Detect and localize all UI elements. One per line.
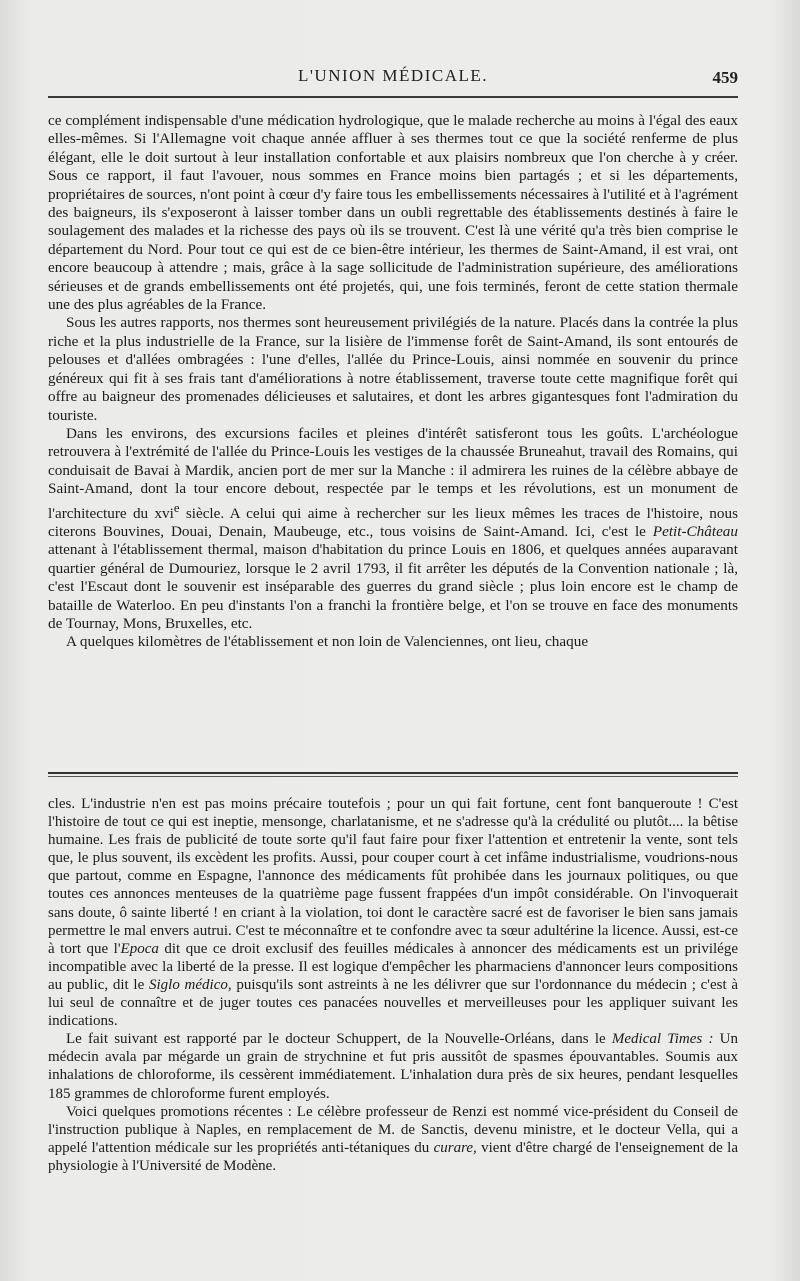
text-span: siècle. A celui qui aime à rechercher sur les lieux mêmes les traces de l'histoire, nous citerons Bouvines, Douai, Denain, Maubeuge, etc., tous voisins de Saint-Amand. Ici, c'est le xyxy=(48,504,739,540)
italic-span: curare, xyxy=(433,1139,477,1156)
text-span: attenant à l'établissement thermal, maison d'habitation du prince Louis en 1806, et quelques années auparavant quartier général de Dumouriez, lorsque le 2 avril 1793, il fit arrêter les députés de la Convention nationale ; là, c'est l'Escaut dont le souvenir est inséparable des guerres du grand siècle ; plus loin encore est le champ de bataille de Waterloo. En peu d'instants l'on a franchi la frontière belge, et l'on se trouve en face des monuments de Tournay, Mons, Bruxelles, etc. xyxy=(48,541,738,633)
body-paragraph-2: Sous les autres rapports, nos thermes sont heureusement privilégiés de la nature. Placés dans la contrée la plus riche et la plus industrielle de la France, sur la lisière de l'immense forêt de Saint-Amand, ils sont entourés de pelouses et d'allées ombragées : l'une d'elles, l'allée du Prince-Louis, ainsi nommée en souvenir du prince généreux qui fit à ses frais tant d'améliorations à notre établissement, traverse toute cette magnifique forêt qui offre au baigneur des promenades délicieuses et salutaires, et dont les arbres gigantesques font l'admiration du touriste. xyxy=(48,314,738,424)
superscript: e xyxy=(173,500,180,515)
text-span: vient d'être chargé de l'enseignement de la physiologie à l'Université de Modène. xyxy=(48,1139,739,1174)
text-span: puisqu'ils sont astreints à ne les délivrer que sur l'ordonnance du médecin ; c'est à lui seul de connaître et de juger toutes ces panacées nouvelles et merveilleuses pour les appliquer suivant les indications. xyxy=(48,976,739,1030)
header-rule xyxy=(48,96,738,98)
footnote-paragraph-2 xyxy=(48,1030,738,1102)
footnote-separator xyxy=(48,772,738,777)
footnote-paragraph-3 xyxy=(48,1103,738,1175)
text-span: dit que ce droit exclusif des feuilles médicales à annoncer des médicaments est un privilége incompatible avec la liberté de la presse. Il est logique d'empêcher les pharmaciens d'annoncer leurs compositions au public, dit le xyxy=(48,940,738,993)
text-span: Un médecin avala par mégarde un grain de strychnine et fut pris aussitôt de spasmes épouvantables. Soumis aux inhalations de chloroforme, ils cessèrent immédiatement. L'inhalation dura près de six heures, pendant lesquelles 185 grammes de chloroforme furent employés. xyxy=(48,1031,738,1102)
text-span: Le fait suivant est rapporté par le docteur Schuppert, de la Nouvelle-Orléans, dans le xyxy=(66,1031,612,1048)
italic-span: Petit-Château xyxy=(652,523,738,540)
text-span: Dans les environs, des excursions faciles et pleines d'intérêt satisferont tous les goûts. L'archéologue retrouvera à l'extrémité de l'allée du Prince-Louis les vestiges de la chaussée Bruneahut, travail des Romains, qui conduisait de Bavai à Mardik, ancien port de mer sur la Manche : il admirera les ruines de la célèbre abbaye de Saint-Amand, dont la tour encore debout, respectée par le temps et les révolutions, est un monument de l'architecture du xvi xyxy=(48,424,738,522)
page-number: 459 xyxy=(712,68,738,87)
italic-span: Epoca xyxy=(120,940,159,957)
italic-span: Medical Times : xyxy=(611,1031,714,1048)
italic-span: Siglo médico, xyxy=(148,976,232,993)
main-body xyxy=(48,112,738,652)
body-paragraph-4: A quelques kilomètres de l'établissement et non loin de Valenciennes, ont lieu, chaque xyxy=(66,633,589,651)
footnote-body xyxy=(48,795,738,1175)
running-title: L'UNION MÉDICALE. xyxy=(297,66,489,85)
footnote-paragraph-1 xyxy=(48,795,738,1030)
text-span: cles. L'industrie n'en est pas moins précaire toutefois ; pour un qui fait fortune, cent font banqueroute ! C'est l'histoire de tout ce qui est ineptie, mensonge, charlatanisme, et ne s'adresse qu'à la crédulité ou plutôt.... la bêtise humaine. Les frais de publicité de toute sorte qu'il faut faire pour fixer l'attention et entretenir la vente, sont tels que, le plus souvent, ils excèdent les profits. Aussi, pour couper court à cet infâme industrialisme, voudrions-nous que partout, comme en Espagne, l'annonce des médicaments fût prohibée dans les journaux politiques, ou que toutes ces annonces menteuses de la quatrième page fussent frappées d'un impôt considérable. On l'invoquerait sans doute, ô sainte liberté ! en criant à la violation, toi dont le caractère sacré est de favoriser le bien sans jamais permettre le mal envers autrui. C'est te méconnaître et te confondre avec ta sœur adultérine la licence. Aussi, est-ce à tort que l' xyxy=(48,796,738,957)
body-paragraph-1: ce complément indispensable d'une médication hydrologique, que le malade recherche au moins à l'égal des eaux elles-mêmes. Si l'Allemagne voit chaque année affluer à ses thermes tout ce que la société renferme de plus élégant, elle le doit surtout à leur installation confortable et aux plaisirs nombreux que l'on cherche à y créer. Sous ce rapport, il faut l'avouer, nous sommes en France moins bien partagés ; et si les départements, propriétaires de sources, n'ont point à cœur d'y faire tous les embellissements nécessaires à l'utilité et à l'agrément des baigneurs, ils s'exposeront à laisser tomber dans un oubli regrettable des établissements destinés à faire le soulagement des malades et la richesse des pays où ils se trouvent. C'est là une vérité qu'a très bien comprise le département du Nord. Pour tout ce qui est de ce bien-être intérieur, les thermes de Saint-Amand, il est vrai, ont encore beaucoup à attendre ; mais, grâce à la sage sollicitude de l'administration supérieure, des améliorations sérieuses et de grands embellissements ont été projetés, qui, une fois terminés, feront de cette station thermale une des plus agréables de la France. xyxy=(48,112,738,314)
text-span: Voici quelques promotions récentes : Le célèbre professeur de Renzi est nommé vice-président du Conseil de l'instruction publique à Naples, en remplacement de M. de Sanctis, devenu ministre, et le docteur Vella, qui a appelé l'attention médicale sur les propriétés anti-tétaniques du xyxy=(48,1103,738,1156)
body-paragraph-3 xyxy=(48,425,738,634)
running-head xyxy=(48,66,738,90)
